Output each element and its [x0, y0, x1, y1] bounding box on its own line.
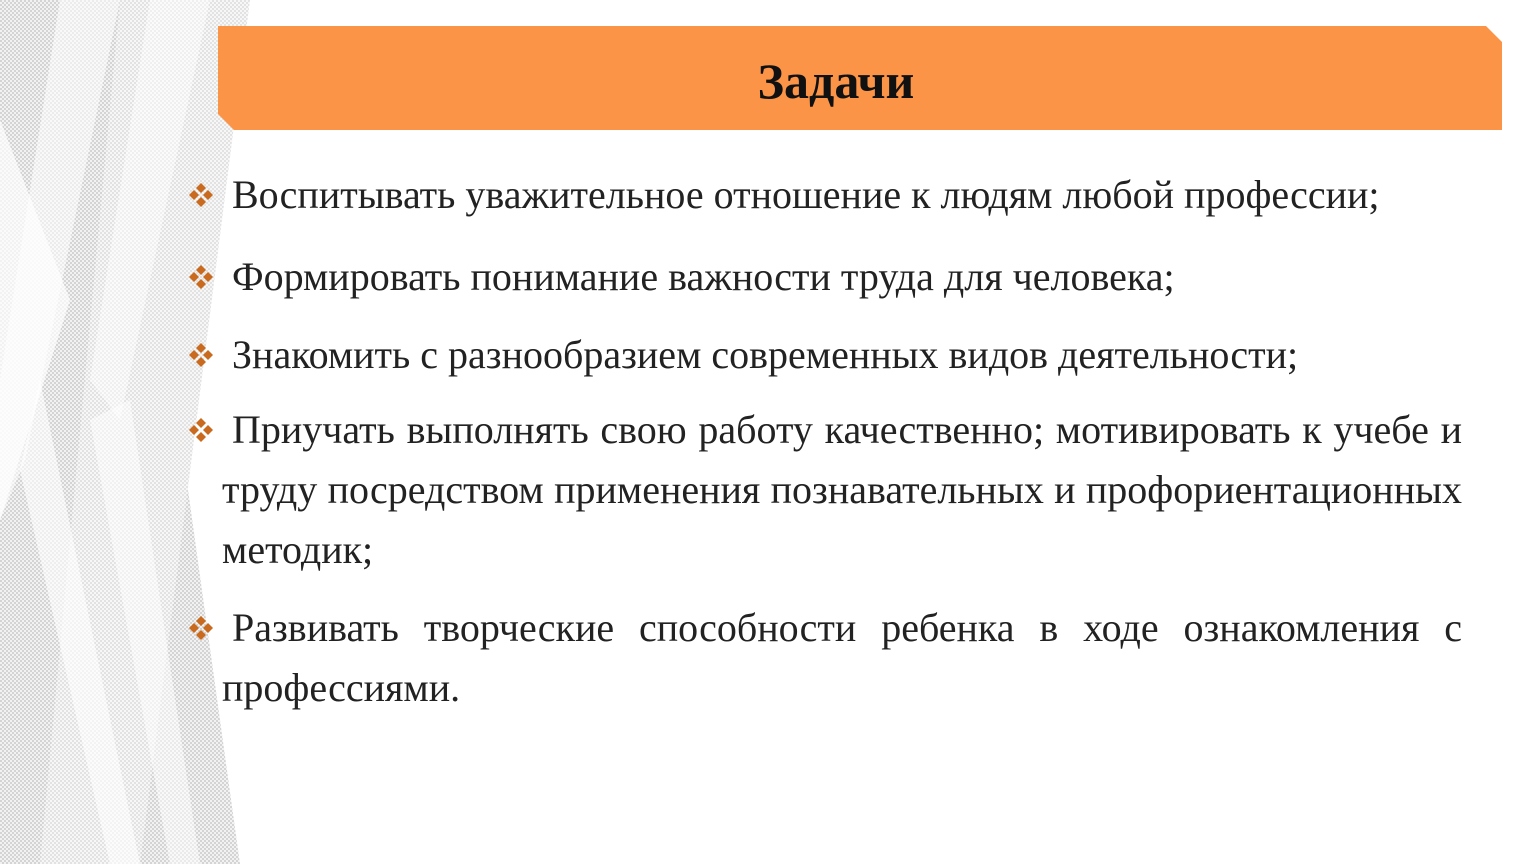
task-list — [222, 165, 1462, 718]
task-text: Формировать понимание важности труда для человека; — [232, 254, 1175, 299]
task-item — [222, 325, 1462, 385]
task-text: Приучать выполнять свою работу качественно; мотивировать к учебе и труду посредством применения познавательных и профориентационных методик; — [222, 407, 1462, 572]
task-item — [222, 247, 1462, 307]
task-item — [222, 598, 1462, 718]
task-item — [222, 165, 1462, 225]
diamond-cluster-icon — [188, 340, 214, 370]
diamond-cluster-icon — [188, 415, 214, 445]
slide-title: Задачи — [757, 53, 915, 109]
title-bar — [218, 26, 1502, 130]
task-text: Развивать творческие способности ребенка в ходе ознакомления с профессиями. — [222, 605, 1462, 710]
diamond-cluster-icon — [188, 180, 214, 210]
task-text: Воспитывать уважительное отношение к людям любой профессии; — [232, 172, 1380, 217]
task-text: Знакомить с разнообразием современных видов деятельности; — [232, 332, 1299, 377]
diamond-cluster-icon — [188, 613, 214, 643]
diamond-cluster-icon — [188, 262, 214, 292]
task-item — [222, 400, 1462, 580]
